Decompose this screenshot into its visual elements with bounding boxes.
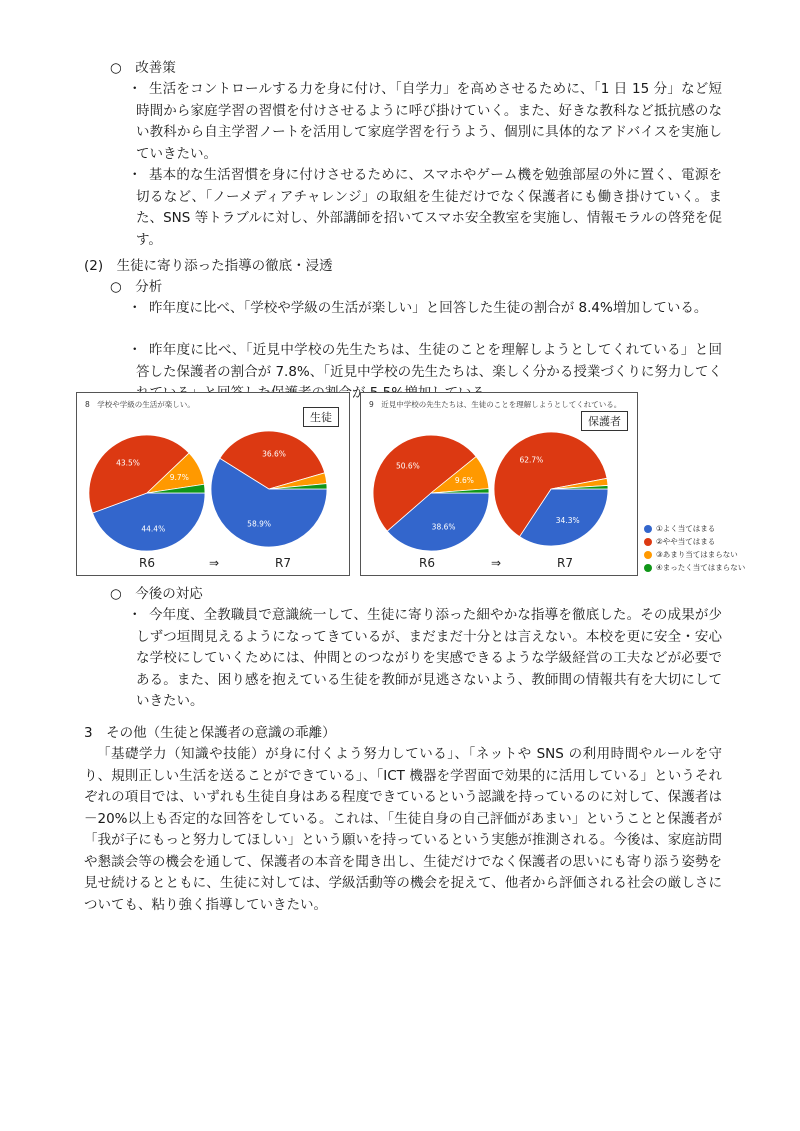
pie-caption-r6: R6 [139, 556, 155, 570]
improvement-bullet-2: 基本的な生活習慣を身に付けさせるために、スマホやゲーム機を勉強部屋の外に置く、電源を切るなど、「ノーメディアチャレンジ」の取組を生徒だけでなく保護者にも働き掛けていく。また、SNS 等トラブルに対し、外部講師を招いてスマホ安全教室を実施し、情報モラルの啓発を促す。 [136, 167, 722, 248]
arrow-icon: ⇒ [209, 556, 220, 570]
pie-caption-r7: R7 [557, 556, 573, 570]
analysis-heading: ○ 分析 [110, 279, 163, 295]
slice-label: 50.6% [395, 461, 420, 471]
slice-label: 43.5% [116, 458, 140, 468]
analysis-bullet-1: 昨年度に比べ、「学校や学級の生活が楽しい」と回答した生徒の割合が 8.4%増加している。 [149, 300, 708, 316]
slice-label: 9.7% [169, 473, 189, 483]
section3-body: 「基礎学力（知識や技能）が身に付くよう努力している」、「ネットや SNS の利用時間やルールを守り、規則正しい生活を送ることができている」、「ICT 機器を学習面で効果的に活用している」というそれぞれの項目では、いずれも生徒自身はある程度できているという認識を持っているのに対して、保護者は－20%以上も否定的な回答をしている。これは、「生徒自身の自己評価があまい」ということと保護者が「我が子にもっと努力してほしい」という願いを持っているという実態が推測される。今後は、家庭訪問や懇談会等の機会を通して、保護者の本音を聞き出し、生徒だけでなく保護者の思いにも寄り添う姿勢を見せ続けるとともに、生徒に対しては、学級活動等の機会を捉えて、他者から評価される社会の厳しさについても、粘り強く指導していきたい。 [84, 746, 722, 913]
pie-svg [77, 393, 349, 575]
chart-title: 8 学校や学級の生活が楽しい。 [85, 400, 195, 409]
legend-item: ③あまり当てはまらない [644, 548, 745, 561]
pie-caption-r7: R7 [275, 556, 291, 570]
slice-label: 36.6% [262, 449, 286, 459]
chart-tag: 保護者 [581, 411, 628, 431]
improvement-heading: ○ 改善策 [110, 60, 176, 76]
legend-item: ①よく当てはまる [644, 522, 745, 535]
chart-title: 9 近見中学校の先生たちは、生徒のことを理解しようとしてくれている。 [369, 400, 622, 409]
legend-dot [644, 525, 652, 533]
slice-label: 34.3% [555, 516, 580, 526]
chart-tag: 生徒 [303, 407, 339, 427]
arrow-icon: ⇒ [491, 556, 502, 570]
pie-caption-r6: R6 [419, 556, 435, 570]
bullet-marker: ・ [128, 300, 142, 316]
bullet-marker: ・ [128, 81, 142, 97]
slice-label: 44.4% [141, 524, 166, 534]
bullet-marker: ・ [128, 342, 142, 358]
legend-dot [644, 538, 652, 546]
legend-dot [644, 551, 652, 559]
section2-heading: (2) 生徒に寄り添った指導の徹底・浸透 [84, 258, 333, 274]
slice-label: 58.9% [247, 519, 272, 529]
section3-heading: 3 その他（生徒と保護者の意識の乖離） [84, 725, 336, 741]
future-heading: ○ 今後の対応 [110, 586, 203, 602]
chart-parents [360, 392, 638, 576]
slice-label: 38.6% [431, 522, 456, 532]
bullet-marker: ・ [128, 607, 142, 623]
slice-label: 9.6% [454, 475, 474, 485]
improvement-bullet-1: 生活をコントロールする力を身に付け、「自学力」を高めさせるために、「1 日 15 分」など短時間から家庭学習の習慣を付けさせるように呼び掛けていく。また、好きな教科など抵抗感のない教科から自主学習ノートを活用して家庭学習を行うよう、個別に具体的なアドバイスを実施していきたい。 [136, 81, 722, 162]
legend-dot [644, 564, 652, 572]
legend-item: ②やや当てはまる [644, 535, 745, 548]
slice-label: 62.7% [519, 455, 544, 465]
bullet-marker: ・ [128, 167, 142, 183]
analysis-bullet-2: 昨年度に比べ、「近見中学校の先生たちは、生徒のことを理解しようとしてくれている」と回答した保護者の割合が 7.8%、「近見中学校の先生たちは、楽しく分かる授業づくりに努力してく 合が [136, 342, 722, 401]
chart-legend [644, 522, 745, 574]
future-bullet-1: 今年度、全教職員で意識統一して、生徒に寄り添った細やかな指導を徹底した。その成果が少しずつ垣間見えるようになってきているが、まだまだ十分とは言えない。本校を更に安全・安心な学校にしていくためには、仲間とのつながりを実感できるような学級経営の工夫などが必要である。また、困り感を抱えている生徒を教師が見逃さないよう、教師間の情報共有を大切にしていきたい。 [136, 607, 722, 709]
chart-students [76, 392, 350, 576]
legend-item: ④まったく当てはまらない [644, 561, 745, 574]
pie-svg [361, 393, 637, 575]
